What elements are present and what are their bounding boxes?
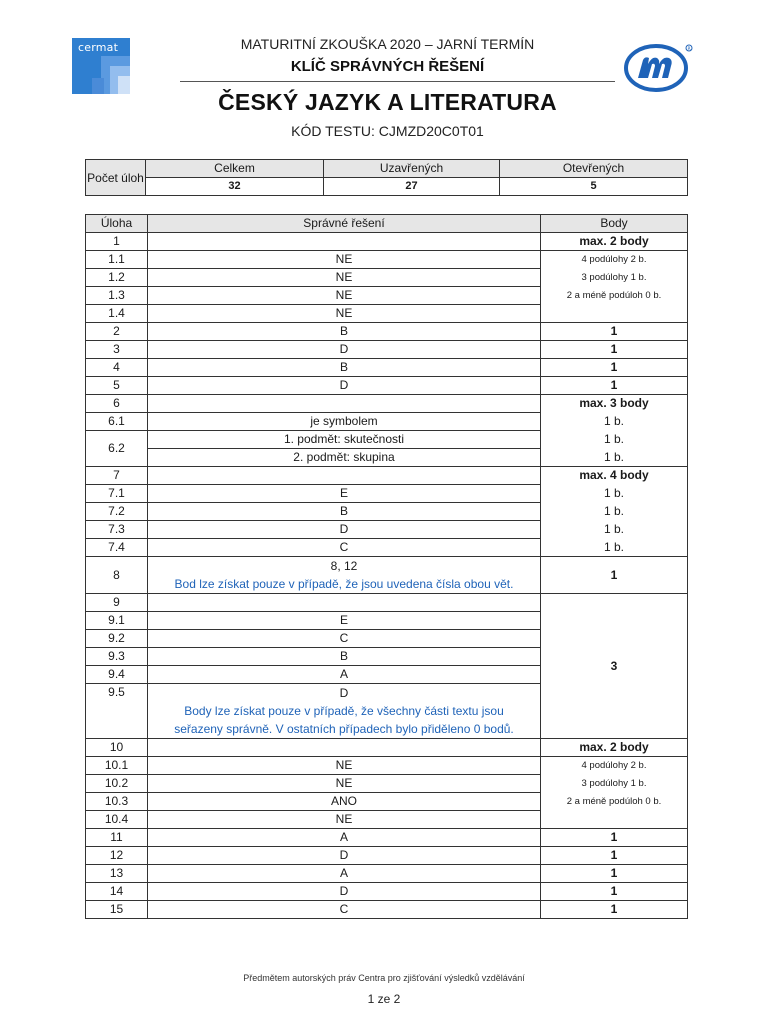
answer-cell [148, 739, 541, 757]
answer-cell: 2. podmět: skupina [148, 449, 541, 467]
task-number: 13 [86, 865, 148, 883]
subject-title: ČESKÝ JAZYK A LITERATURA [218, 89, 557, 115]
answer-cell: C [148, 539, 541, 557]
task-number: 14 [86, 883, 148, 901]
table-row [86, 413, 688, 431]
task-number: 15 [86, 901, 148, 919]
points-cell: 1 [541, 901, 688, 919]
task-number: 10.1 [86, 757, 148, 775]
exam-title: MATURITNÍ ZKOUŠKA 2020 – JARNÍ TERMÍN [240, 36, 535, 52]
task-number: 2 [86, 323, 148, 341]
answer-note: Body lze získat pouze v případě, že všechny části textu jsou [184, 704, 504, 718]
svg-text:R: R [687, 47, 691, 52]
task-number: 7.3 [86, 521, 148, 539]
answer-cell: D [148, 377, 541, 395]
answer-cell: NE [148, 775, 541, 793]
table-row [86, 251, 688, 269]
points-cell: 1 b. [541, 539, 688, 557]
answer-cell: je symbolem [148, 413, 541, 431]
answer-note: Bod lze získat pouze v případě, že jsou uvedena čísla obou vět. [174, 577, 514, 591]
points-cell: max. 2 body [541, 739, 688, 757]
task-number: 1 [86, 233, 148, 251]
answer-cell [148, 395, 541, 413]
summary-header-closed: Uzavřených [324, 160, 500, 178]
scoring-note: 4 podúlohy 2 b. [581, 760, 647, 771]
task-number: 9.1 [86, 612, 148, 630]
task-number: 10.2 [86, 775, 148, 793]
answer-cell: A [148, 865, 541, 883]
points-cell: 1 b. [541, 449, 688, 467]
answer-cell: 1. podmět: skutečnosti [148, 431, 541, 449]
footer-copyright: Předmětem autorských práv Centra pro zjišťování výsledků vzdělávání [243, 973, 525, 983]
answer-text: D [339, 686, 349, 700]
points-cell: 1 b. [541, 431, 688, 449]
points-cell: max. 4 body [541, 467, 688, 485]
answer-cell [148, 557, 541, 594]
task-number: 4 [86, 359, 148, 377]
cermat-logo-text: cermat [78, 41, 119, 54]
task-number: 9.5 [86, 684, 148, 739]
answer-cell: NE [148, 269, 541, 287]
answer-cell [148, 684, 541, 739]
points-cell: 1 b. [541, 521, 688, 539]
scoring-note: 3 podúlohy 1 b. [581, 778, 647, 789]
task-number: 12 [86, 847, 148, 865]
points-cell: 1 b. [541, 413, 688, 431]
table-row [86, 431, 688, 449]
task-number: 8 [86, 557, 148, 594]
answer-cell: B [148, 648, 541, 666]
points-cell: 1 [541, 883, 688, 901]
points-cell: max. 2 body [541, 233, 688, 251]
task-number: 7.1 [86, 485, 148, 503]
summary-value-open: 5 [500, 178, 688, 196]
table-row [86, 449, 688, 467]
scoring-note: 4 podúlohy 2 b. [581, 254, 647, 265]
task-number: 1.4 [86, 305, 148, 323]
answer-cell: E [148, 485, 541, 503]
points-cell: 1 [541, 865, 688, 883]
table-row [86, 395, 688, 413]
task-number: 9.2 [86, 630, 148, 648]
task-number: 9.4 [86, 666, 148, 684]
table-row [86, 233, 688, 251]
answer-cell [148, 467, 541, 485]
table-row [86, 521, 688, 539]
summary-header-total: Celkem [146, 160, 324, 178]
table-row [86, 503, 688, 521]
table-row [86, 865, 688, 883]
answer-cell: ANO [148, 793, 541, 811]
points-cell: 1 b. [541, 503, 688, 521]
task-number: 3 [86, 341, 148, 359]
answer-cell: B [148, 503, 541, 521]
answer-cell: NE [148, 757, 541, 775]
answer-cell: D [148, 341, 541, 359]
scoring-note: 2 a méně podúloh 0 b. [566, 796, 662, 807]
answer-cell: NE [148, 305, 541, 323]
task-number: 7 [86, 467, 148, 485]
task-number: 1.3 [86, 287, 148, 305]
summary-header-open: Otevřených [500, 160, 688, 178]
task-number: 6.2 [86, 431, 148, 467]
page-number: 1 ze 2 [367, 992, 401, 1006]
task-number: 9.3 [86, 648, 148, 666]
answer-cell [148, 233, 541, 251]
table-row [86, 557, 688, 594]
table-row [86, 847, 688, 865]
scoring-note: 2 a méně podúloh 0 b. [566, 290, 662, 301]
answer-cell: NE [148, 811, 541, 829]
table-row [86, 359, 688, 377]
points-cell: 1 [541, 359, 688, 377]
answers-table [85, 214, 688, 919]
task-number: 7.2 [86, 503, 148, 521]
points-cell: 1 b. [541, 485, 688, 503]
answer-cell: D [148, 847, 541, 865]
header-divider [180, 81, 615, 82]
answer-cell: C [148, 901, 541, 919]
points-cell: 1 [541, 341, 688, 359]
answer-cell: D [148, 521, 541, 539]
header-answer: Správné řešení [148, 215, 541, 233]
task-number: 6.1 [86, 413, 148, 431]
header-task: Úloha [86, 215, 148, 233]
task-number: 10.3 [86, 793, 148, 811]
points-cell: 1 [541, 829, 688, 847]
answer-cell: D [148, 883, 541, 901]
scoring-note: 3 podúlohy 1 b. [581, 272, 647, 283]
table-row [86, 594, 688, 612]
task-number: 1.2 [86, 269, 148, 287]
task-number: 7.4 [86, 539, 148, 557]
table-row [86, 901, 688, 919]
points-cell: max. 3 body [541, 395, 688, 413]
table-row [86, 467, 688, 485]
table-row [86, 323, 688, 341]
points-cell: 1 [541, 557, 688, 594]
points-cell: 1 [541, 377, 688, 395]
summary-label: Počet úloh [86, 160, 146, 196]
table-row [86, 829, 688, 847]
answer-cell: B [148, 359, 541, 377]
answer-cell: C [148, 630, 541, 648]
answer-text: 8, 12 [330, 559, 358, 573]
scoring-notes [541, 757, 688, 829]
points-cell: 1 [541, 323, 688, 341]
points-cell: 3 [541, 594, 688, 739]
header-points: Body [541, 215, 688, 233]
answer-cell: A [148, 666, 541, 684]
table-row [86, 539, 688, 557]
task-number: 11 [86, 829, 148, 847]
summary-value-closed: 27 [324, 178, 500, 196]
answer-cell: A [148, 829, 541, 847]
m-logo-icon [624, 42, 696, 94]
task-number: 10.4 [86, 811, 148, 829]
answer-note: seřazeny správně. V ostatních případech bylo přiděleno 0 bodů. [174, 722, 514, 736]
answer-cell [148, 594, 541, 612]
answer-cell: NE [148, 251, 541, 269]
summary-table [85, 159, 688, 196]
table-row [86, 739, 688, 757]
task-number: 5 [86, 377, 148, 395]
table-row [86, 485, 688, 503]
table-row [86, 883, 688, 901]
scoring-notes [541, 251, 688, 323]
task-number: 1.1 [86, 251, 148, 269]
task-number: 9 [86, 594, 148, 612]
task-number: 10 [86, 739, 148, 757]
test-code: KÓD TESTU: CJMZD20C0T01 [291, 123, 484, 139]
task-number: 6 [86, 395, 148, 413]
answer-cell: B [148, 323, 541, 341]
table-row [86, 377, 688, 395]
key-title: KLÍČ SPRÁVNÝCH ŘEŠENÍ [290, 58, 485, 75]
answer-cell: NE [148, 287, 541, 305]
cermat-logo [72, 38, 130, 94]
summary-value-total: 32 [146, 178, 324, 196]
table-row [86, 757, 688, 775]
answer-cell: E [148, 612, 541, 630]
table-row [86, 341, 688, 359]
points-cell: 1 [541, 847, 688, 865]
